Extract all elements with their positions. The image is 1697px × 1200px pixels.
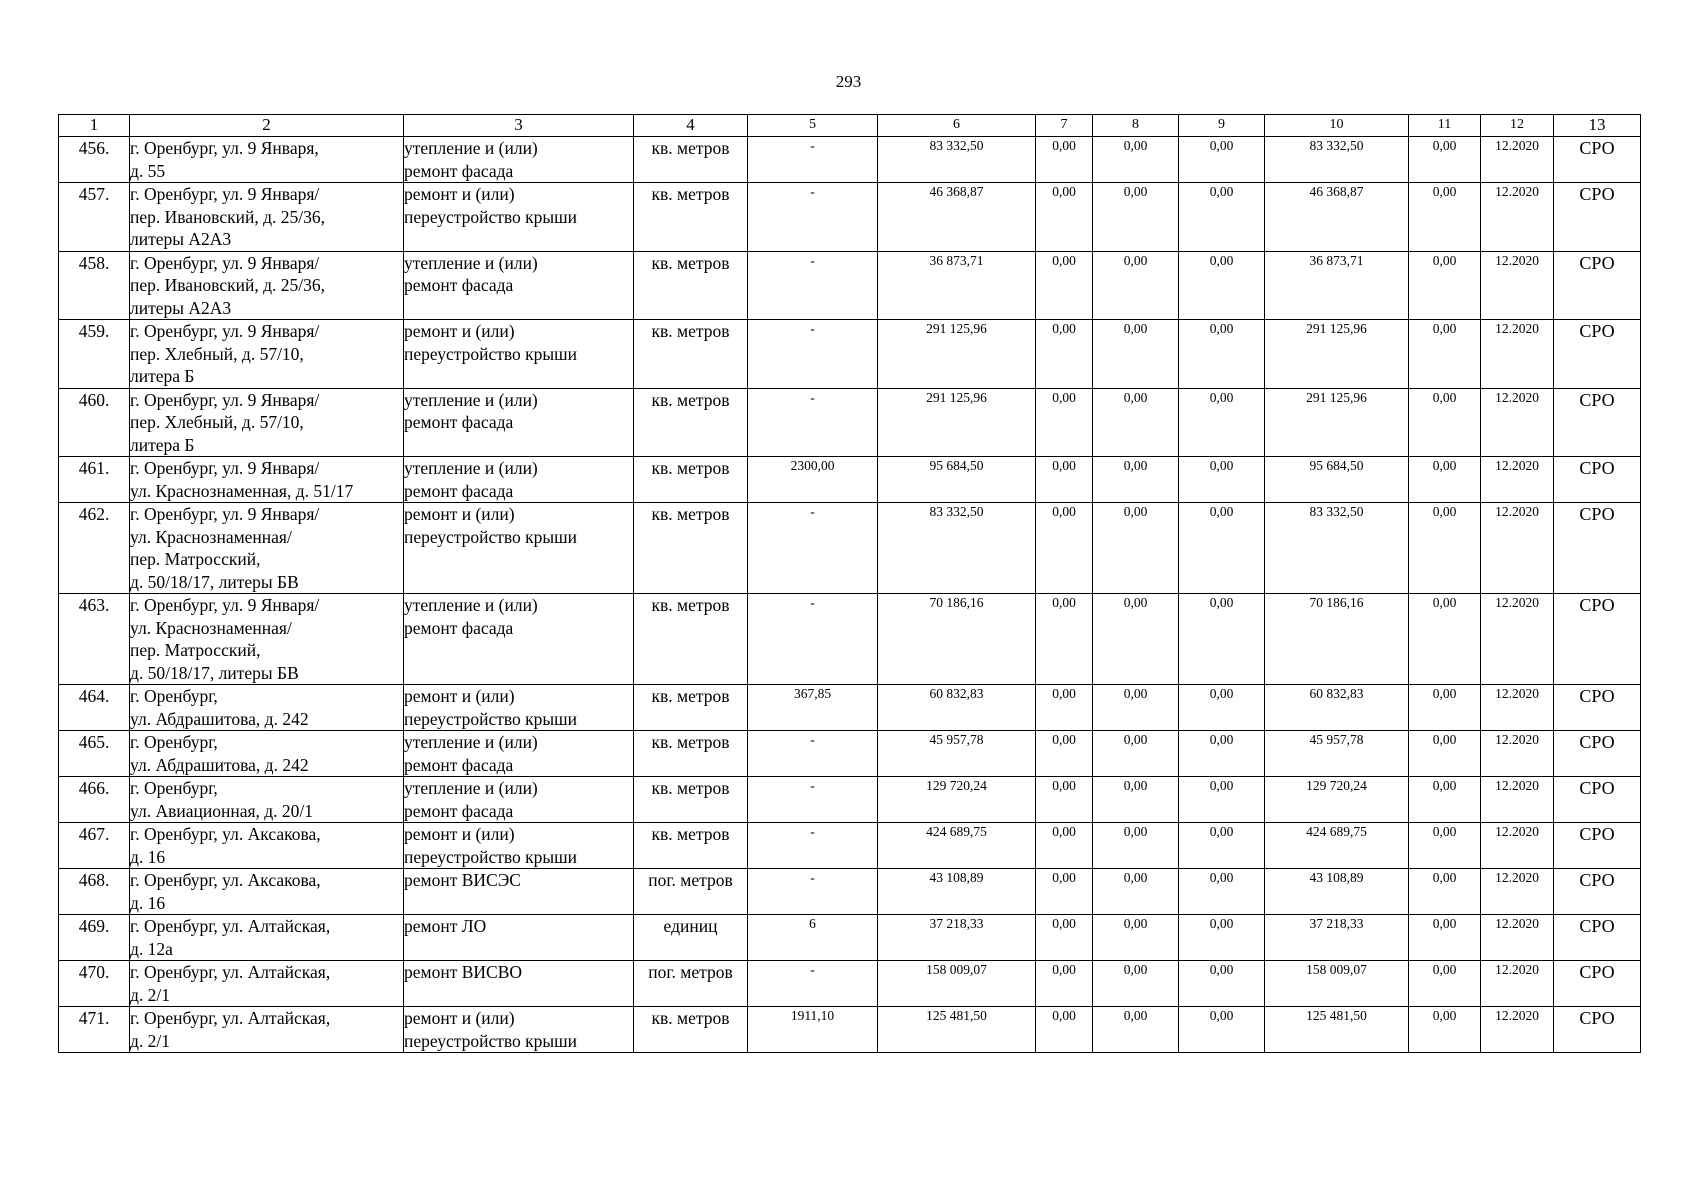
col8-cell: 0,00: [1093, 320, 1179, 389]
period-cell: 12.2020: [1481, 388, 1554, 457]
col10-cell: 37 218,33: [1265, 915, 1409, 961]
address-cell: г. Оренбург, ул. Аксакова, д. 16: [130, 823, 404, 869]
row-number: 467.: [59, 823, 130, 869]
col8-cell: 0,00: [1093, 915, 1179, 961]
col9-cell: 0,00: [1179, 594, 1265, 685]
table-row: [59, 961, 1641, 1007]
address-cell: г. Оренбург, ул. 9 Января/ пер. Хлебный, д. 57/10, литера Б: [130, 320, 404, 389]
address-cell: г. Оренбург, ул. Алтайская, д. 2/1: [130, 1007, 404, 1053]
work-type-cell: утепление и (или) ремонт фасада: [404, 251, 634, 320]
col8-cell: 0,00: [1093, 823, 1179, 869]
col8-cell: 0,00: [1093, 183, 1179, 252]
quantity-cell: -: [748, 961, 878, 1007]
unit-cell: кв. метров: [634, 503, 748, 594]
col10-cell: 291 125,96: [1265, 320, 1409, 389]
total-cost-cell: 60 832,83: [878, 685, 1036, 731]
row-number: 469.: [59, 915, 130, 961]
address-cell: г. Оренбург, ул. 9 Января/ ул. Краснознаменная/ пер. Матросский, д. 50/18/17, литеры БВ: [130, 503, 404, 594]
col8-cell: 0,00: [1093, 457, 1179, 503]
col9-cell: 0,00: [1179, 503, 1265, 594]
total-cost-cell: 125 481,50: [878, 1007, 1036, 1053]
col11-cell: 0,00: [1409, 915, 1481, 961]
col9-cell: 0,00: [1179, 823, 1265, 869]
quantity-cell: -: [748, 137, 878, 183]
organization-cell: СРО: [1554, 685, 1641, 731]
work-type-cell: утепление и (или) ремонт фасада: [404, 457, 634, 503]
organization-cell: СРО: [1554, 251, 1641, 320]
col7-cell: 0,00: [1036, 869, 1093, 915]
quantity-cell: 6: [748, 915, 878, 961]
unit-cell: кв. метров: [634, 731, 748, 777]
table-header-row: [59, 115, 1641, 137]
quantity-cell: -: [748, 869, 878, 915]
quantity-cell: -: [748, 503, 878, 594]
total-cost-cell: 43 108,89: [878, 869, 1036, 915]
col10-cell: 158 009,07: [1265, 961, 1409, 1007]
unit-cell: кв. метров: [634, 685, 748, 731]
total-cost-cell: 37 218,33: [878, 915, 1036, 961]
header-col-9: 9: [1179, 115, 1265, 137]
address-cell: г. Оренбург, ул. Аксакова, д. 16: [130, 869, 404, 915]
period-cell: 12.2020: [1481, 320, 1554, 389]
col7-cell: 0,00: [1036, 137, 1093, 183]
quantity-cell: -: [748, 183, 878, 252]
total-cost-cell: 95 684,50: [878, 457, 1036, 503]
col8-cell: 0,00: [1093, 594, 1179, 685]
table-row: [59, 137, 1641, 183]
total-cost-cell: 45 957,78: [878, 731, 1036, 777]
table-row: [59, 731, 1641, 777]
organization-cell: СРО: [1554, 503, 1641, 594]
header-col-7: 7: [1036, 115, 1093, 137]
work-type-cell: ремонт и (или) переустройство крыши: [404, 685, 634, 731]
address-cell: г. Оренбург, ул. 9 Января/ пер. Ивановский, д. 25/36, литеры А2А3: [130, 183, 404, 252]
unit-cell: кв. метров: [634, 1007, 748, 1053]
col11-cell: 0,00: [1409, 503, 1481, 594]
quantity-cell: 367,85: [748, 685, 878, 731]
total-cost-cell: 291 125,96: [878, 320, 1036, 389]
total-cost-cell: 36 873,71: [878, 251, 1036, 320]
col10-cell: 291 125,96: [1265, 388, 1409, 457]
organization-cell: СРО: [1554, 1007, 1641, 1053]
col7-cell: 0,00: [1036, 961, 1093, 1007]
col10-cell: 95 684,50: [1265, 457, 1409, 503]
table-row: [59, 320, 1641, 389]
col10-cell: 83 332,50: [1265, 137, 1409, 183]
period-cell: 12.2020: [1481, 503, 1554, 594]
address-cell: г. Оренбург, ул. 9 Января, д. 55: [130, 137, 404, 183]
work-type-cell: ремонт и (или) переустройство крыши: [404, 320, 634, 389]
col9-cell: 0,00: [1179, 685, 1265, 731]
period-cell: 12.2020: [1481, 961, 1554, 1007]
address-cell: г. Оренбург, ул. 9 Января/ пер. Ивановский, д. 25/36, литеры А2А3: [130, 251, 404, 320]
col9-cell: 0,00: [1179, 915, 1265, 961]
page-number: 293: [835, 72, 862, 91]
period-cell: 12.2020: [1481, 915, 1554, 961]
col8-cell: 0,00: [1093, 869, 1179, 915]
address-cell: г. Оренбург, ул. Абдрашитова, д. 242: [130, 731, 404, 777]
work-type-cell: утепление и (или) ремонт фасада: [404, 594, 634, 685]
col7-cell: 0,00: [1036, 731, 1093, 777]
col11-cell: 0,00: [1409, 594, 1481, 685]
row-number: 462.: [59, 503, 130, 594]
organization-cell: СРО: [1554, 731, 1641, 777]
col10-cell: 83 332,50: [1265, 503, 1409, 594]
table-row: [59, 457, 1641, 503]
period-cell: 12.2020: [1481, 137, 1554, 183]
header-col-6: 6: [878, 115, 1036, 137]
quantity-cell: -: [748, 777, 878, 823]
row-number: 465.: [59, 731, 130, 777]
row-number: 458.: [59, 251, 130, 320]
col8-cell: 0,00: [1093, 1007, 1179, 1053]
table-row: [59, 685, 1641, 731]
period-cell: 12.2020: [1481, 594, 1554, 685]
period-cell: 12.2020: [1481, 183, 1554, 252]
organization-cell: СРО: [1554, 457, 1641, 503]
work-type-cell: ремонт и (или) переустройство крыши: [404, 823, 634, 869]
period-cell: 12.2020: [1481, 777, 1554, 823]
col11-cell: 0,00: [1409, 183, 1481, 252]
row-number: 464.: [59, 685, 130, 731]
total-cost-cell: 83 332,50: [878, 137, 1036, 183]
quantity-cell: -: [748, 731, 878, 777]
col11-cell: 0,00: [1409, 731, 1481, 777]
total-cost-cell: 291 125,96: [878, 388, 1036, 457]
col8-cell: 0,00: [1093, 685, 1179, 731]
address-cell: г. Оренбург, ул. Абдрашитова, д. 242: [130, 685, 404, 731]
col11-cell: 0,00: [1409, 869, 1481, 915]
col11-cell: 0,00: [1409, 685, 1481, 731]
col7-cell: 0,00: [1036, 183, 1093, 252]
col11-cell: 0,00: [1409, 823, 1481, 869]
table-row: [59, 183, 1641, 252]
work-type-cell: утепление и (или) ремонт фасада: [404, 777, 634, 823]
organization-cell: СРО: [1554, 961, 1641, 1007]
address-cell: г. Оренбург, ул. 9 Января/ ул. Краснознаменная/ пер. Матросский, д. 50/18/17, литеры БВ: [130, 594, 404, 685]
quantity-cell: -: [748, 251, 878, 320]
table-row: [59, 388, 1641, 457]
work-type-cell: утепление и (или) ремонт фасада: [404, 137, 634, 183]
header-col-4: 4: [634, 115, 748, 137]
col10-cell: 70 186,16: [1265, 594, 1409, 685]
header-col-10: 10: [1265, 115, 1409, 137]
total-cost-cell: 158 009,07: [878, 961, 1036, 1007]
organization-cell: СРО: [1554, 869, 1641, 915]
header-col-8: 8: [1093, 115, 1179, 137]
table-row: [59, 503, 1641, 594]
address-cell: г. Оренбург, ул. 9 Января/ пер. Хлебный, д. 57/10, литера Б: [130, 388, 404, 457]
col10-cell: 424 689,75: [1265, 823, 1409, 869]
header-col-1: 1: [59, 115, 130, 137]
row-number: 468.: [59, 869, 130, 915]
total-cost-cell: 424 689,75: [878, 823, 1036, 869]
col8-cell: 0,00: [1093, 731, 1179, 777]
organization-cell: СРО: [1554, 915, 1641, 961]
unit-cell: кв. метров: [634, 388, 748, 457]
col7-cell: 0,00: [1036, 503, 1093, 594]
period-cell: 12.2020: [1481, 869, 1554, 915]
col10-cell: 125 481,50: [1265, 1007, 1409, 1053]
work-type-cell: ремонт ВИСЭС: [404, 869, 634, 915]
work-type-cell: ремонт и (или) переустройство крыши: [404, 503, 634, 594]
col11-cell: 0,00: [1409, 457, 1481, 503]
col7-cell: 0,00: [1036, 915, 1093, 961]
col7-cell: 0,00: [1036, 823, 1093, 869]
unit-cell: кв. метров: [634, 457, 748, 503]
unit-cell: пог. метров: [634, 869, 748, 915]
col10-cell: 45 957,78: [1265, 731, 1409, 777]
col11-cell: 0,00: [1409, 388, 1481, 457]
row-number: 471.: [59, 1007, 130, 1053]
work-type-cell: утепление и (или) ремонт фасада: [404, 388, 634, 457]
col7-cell: 0,00: [1036, 777, 1093, 823]
row-number: 459.: [59, 320, 130, 389]
table-row: [59, 594, 1641, 685]
col8-cell: 0,00: [1093, 961, 1179, 1007]
organization-cell: СРО: [1554, 320, 1641, 389]
organization-cell: СРО: [1554, 137, 1641, 183]
quantity-cell: -: [748, 594, 878, 685]
header-col-13: 13: [1554, 115, 1641, 137]
work-type-cell: ремонт и (или) переустройство крыши: [404, 183, 634, 252]
header-col-5: 5: [748, 115, 878, 137]
quantity-cell: 2300,00: [748, 457, 878, 503]
address-cell: г. Оренбург, ул. Алтайская, д. 2/1: [130, 961, 404, 1007]
period-cell: 12.2020: [1481, 251, 1554, 320]
col8-cell: 0,00: [1093, 251, 1179, 320]
table-row: [59, 823, 1641, 869]
col7-cell: 0,00: [1036, 1007, 1093, 1053]
address-cell: г. Оренбург, ул. 9 Января/ ул. Краснознаменная, д. 51/17: [130, 457, 404, 503]
row-number: 457.: [59, 183, 130, 252]
unit-cell: кв. метров: [634, 777, 748, 823]
col9-cell: 0,00: [1179, 961, 1265, 1007]
table-row: [59, 777, 1641, 823]
work-type-cell: ремонт и (или) переустройство крыши: [404, 1007, 634, 1053]
col8-cell: 0,00: [1093, 777, 1179, 823]
col11-cell: 0,00: [1409, 1007, 1481, 1053]
period-cell: 12.2020: [1481, 1007, 1554, 1053]
col9-cell: 0,00: [1179, 183, 1265, 252]
col9-cell: 0,00: [1179, 777, 1265, 823]
total-cost-cell: 70 186,16: [878, 594, 1036, 685]
quantity-cell: -: [748, 388, 878, 457]
row-number: 470.: [59, 961, 130, 1007]
unit-cell: пог. метров: [634, 961, 748, 1007]
col8-cell: 0,00: [1093, 137, 1179, 183]
table-row: [59, 915, 1641, 961]
col11-cell: 0,00: [1409, 961, 1481, 1007]
organization-cell: СРО: [1554, 183, 1641, 252]
period-cell: 12.2020: [1481, 731, 1554, 777]
address-cell: г. Оренбург, ул. Авиационная, д. 20/1: [130, 777, 404, 823]
col9-cell: 0,00: [1179, 1007, 1265, 1053]
col9-cell: 0,00: [1179, 137, 1265, 183]
col10-cell: 60 832,83: [1265, 685, 1409, 731]
col11-cell: 0,00: [1409, 320, 1481, 389]
unit-cell: кв. метров: [634, 251, 748, 320]
unit-cell: кв. метров: [634, 594, 748, 685]
col9-cell: 0,00: [1179, 388, 1265, 457]
row-number: 456.: [59, 137, 130, 183]
col9-cell: 0,00: [1179, 457, 1265, 503]
quantity-cell: -: [748, 823, 878, 869]
header-col-3: 3: [404, 115, 634, 137]
organization-cell: СРО: [1554, 594, 1641, 685]
col9-cell: 0,00: [1179, 251, 1265, 320]
table-row: [59, 251, 1641, 320]
row-number: 466.: [59, 777, 130, 823]
col7-cell: 0,00: [1036, 251, 1093, 320]
work-type-cell: утепление и (или) ремонт фасада: [404, 731, 634, 777]
col9-cell: 0,00: [1179, 731, 1265, 777]
total-cost-cell: 46 368,87: [878, 183, 1036, 252]
quantity-cell: -: [748, 320, 878, 389]
period-cell: 12.2020: [1481, 685, 1554, 731]
col7-cell: 0,00: [1036, 457, 1093, 503]
total-cost-cell: 83 332,50: [878, 503, 1036, 594]
work-type-cell: ремонт ВИСВО: [404, 961, 634, 1007]
header-col-2: 2: [130, 115, 404, 137]
col7-cell: 0,00: [1036, 388, 1093, 457]
quantity-cell: 1911,10: [748, 1007, 878, 1053]
work-type-cell: ремонт ЛО: [404, 915, 634, 961]
col10-cell: 129 720,24: [1265, 777, 1409, 823]
row-number: 461.: [59, 457, 130, 503]
col11-cell: 0,00: [1409, 777, 1481, 823]
address-cell: г. Оренбург, ул. Алтайская, д. 12а: [130, 915, 404, 961]
col10-cell: 43 108,89: [1265, 869, 1409, 915]
row-number: 460.: [59, 388, 130, 457]
col10-cell: 46 368,87: [1265, 183, 1409, 252]
organization-cell: СРО: [1554, 823, 1641, 869]
col8-cell: 0,00: [1093, 503, 1179, 594]
unit-cell: единиц: [634, 915, 748, 961]
organization-cell: СРО: [1554, 777, 1641, 823]
col9-cell: 0,00: [1179, 320, 1265, 389]
col7-cell: 0,00: [1036, 320, 1093, 389]
period-cell: 12.2020: [1481, 457, 1554, 503]
unit-cell: кв. метров: [634, 183, 748, 252]
col11-cell: 0,00: [1409, 251, 1481, 320]
period-cell: 12.2020: [1481, 823, 1554, 869]
organization-cell: СРО: [1554, 388, 1641, 457]
unit-cell: кв. метров: [634, 823, 748, 869]
col8-cell: 0,00: [1093, 388, 1179, 457]
col11-cell: 0,00: [1409, 137, 1481, 183]
unit-cell: кв. метров: [634, 320, 748, 389]
col9-cell: 0,00: [1179, 869, 1265, 915]
header-col-11: 11: [1409, 115, 1481, 137]
works-table: [58, 114, 1641, 1053]
col7-cell: 0,00: [1036, 594, 1093, 685]
unit-cell: кв. метров: [634, 137, 748, 183]
total-cost-cell: 129 720,24: [878, 777, 1036, 823]
header-col-12: 12: [1481, 115, 1554, 137]
col7-cell: 0,00: [1036, 685, 1093, 731]
table-row: [59, 1007, 1641, 1053]
col10-cell: 36 873,71: [1265, 251, 1409, 320]
table-row: [59, 869, 1641, 915]
row-number: 463.: [59, 594, 130, 685]
